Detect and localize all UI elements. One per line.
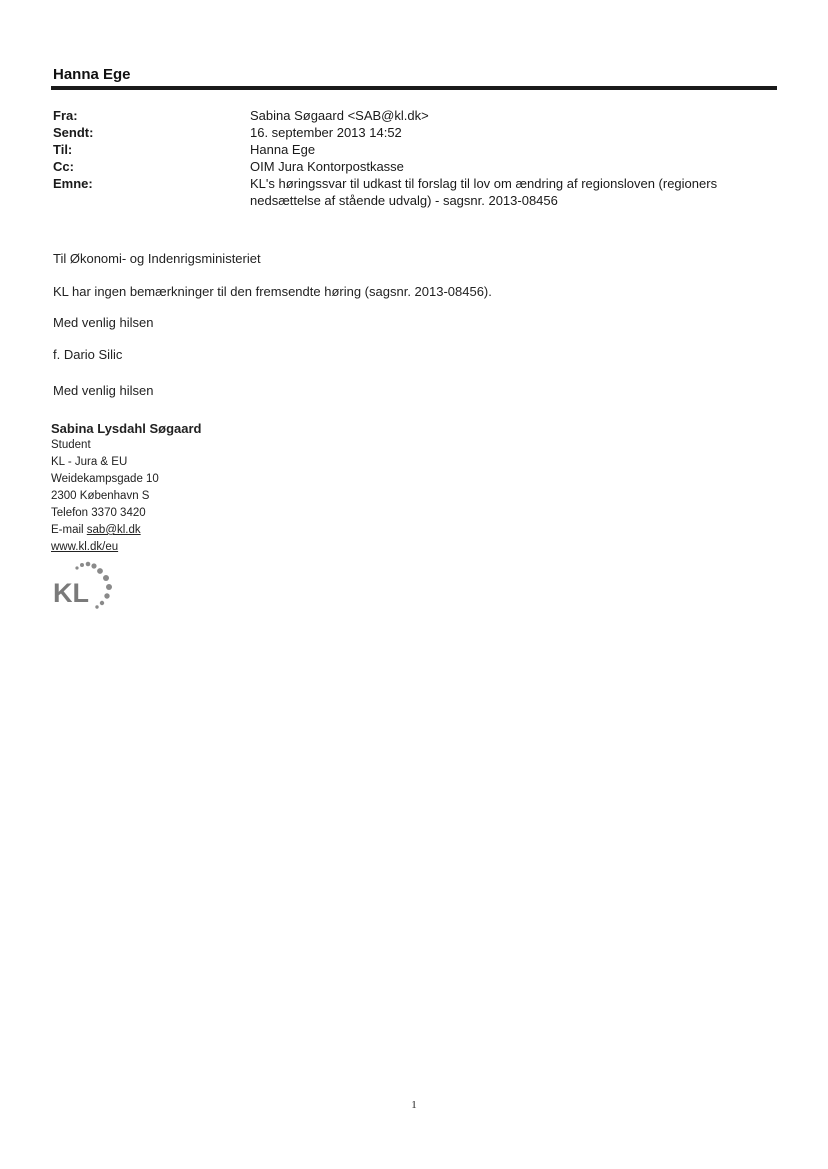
signature-phone: Telefon 3370 3420 — [51, 507, 146, 519]
signature-street: Weidekampsgade 10 — [51, 473, 159, 485]
from-label: Fra: — [53, 108, 78, 123]
signature-website-line — [51, 539, 202, 556]
mailbox-owner: Hanna Ege — [53, 66, 131, 83]
email-label: E-mail — [51, 524, 87, 536]
signature-block — [51, 420, 202, 556]
header-row-cc — [53, 158, 773, 175]
signature-name: Sabina Lysdahl Søgaard — [51, 421, 202, 436]
signature-email-line — [51, 522, 202, 539]
signature-title: Student — [51, 439, 91, 451]
to-label: Til: — [53, 142, 73, 157]
header-row-sent — [53, 124, 773, 141]
body-greeting: Til Økonomi- og Indenrigsministeriet — [53, 251, 261, 266]
sent-label: Sendt: — [53, 125, 94, 140]
logo-text: KL — [53, 578, 89, 608]
body-closing-2: Med venlig hilsen — [53, 383, 154, 398]
cc-value: OIM Jura Kontorpostkasse — [250, 159, 404, 174]
body-message: KL har ingen bemærkninger til den fremsendte høring (sagsnr. 2013-08456). — [53, 284, 492, 299]
header-row-to — [53, 141, 773, 158]
subject-value: KL's høringssvar til udkast til forslag til lov om ændring af regionsloven (regioners nedsættelse af stående udvalg) - sagsnr. 2013-08456 — [250, 176, 718, 208]
sent-value: 16. september 2013 14:52 — [250, 125, 402, 140]
header-rule — [51, 86, 777, 90]
cc-label: Cc: — [53, 159, 74, 174]
email-link[interactable]: sab@kl.dk — [86, 524, 141, 536]
website-link[interactable]: www.kl.dk/eu — [51, 541, 119, 553]
header-row-subject — [53, 175, 773, 209]
subject-label: Emne: — [53, 176, 93, 191]
from-value: Sabina Søgaard <SAB@kl.dk> — [250, 108, 429, 123]
body-signed-for: f. Dario Silic — [53, 347, 123, 362]
email-header — [53, 107, 773, 209]
to-value: Hanna Ege — [250, 142, 316, 157]
page-number: 1 — [411, 1099, 417, 1111]
header-row-from — [53, 107, 773, 124]
signature-city: 2300 København S — [51, 490, 150, 502]
signature-department: KL - Jura & EU — [51, 456, 128, 468]
kl-logo-icon — [51, 560, 121, 616]
body-closing: Med venlig hilsen — [53, 315, 154, 330]
